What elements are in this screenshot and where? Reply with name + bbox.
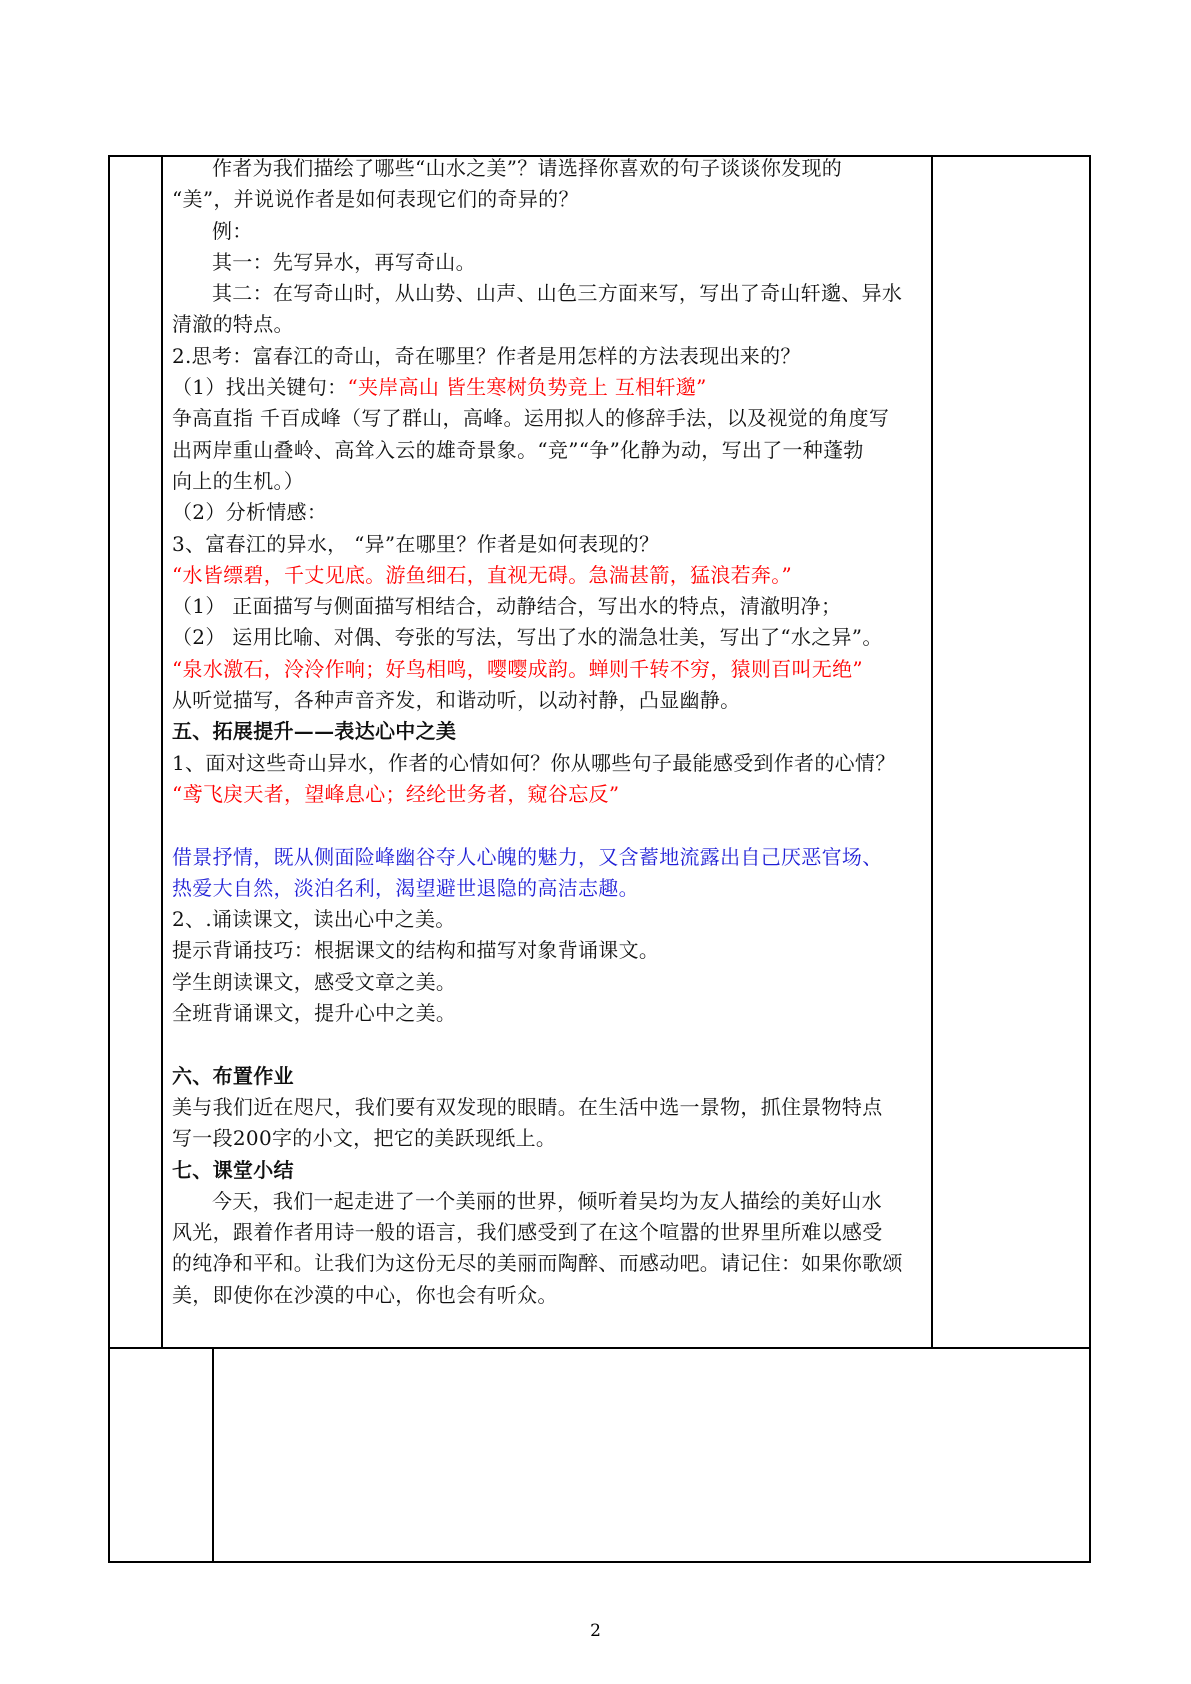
section-heading: 五、拓展提升——表达心中之美 (172, 719, 457, 744)
page-number: 2 (590, 1621, 601, 1641)
text-line: （2） 运用比喻、对偶、夸张的写法，写出了水的湍急壮美，写出了“水之异”。 (172, 625, 883, 650)
analysis-blue: 借景抒情，既从侧面险峰幽谷夺人心魄的魅力，又含蓄地流露出自己厌恶官场、 (172, 844, 883, 869)
section-heading: 六、布置作业 (172, 1063, 294, 1088)
text-line: 美，即使你在沙漠的中心，你也会有听众。 (172, 1282, 558, 1307)
text-line: 1、面对这些奇山异水，作者的心情如何？你从哪些句子最能感受到作者的心情？ (172, 750, 896, 775)
column-divider-1 (161, 155, 163, 1348)
analysis-blue: 热爱大自然，淡泊名利，渴望避世退隐的高洁志趣。 (172, 875, 639, 900)
text-line: 今天，我们一起走进了一个美丽的世界，倾听着吴均为友人描绘的美好山水 (212, 1188, 882, 1213)
text-line: 例： (212, 218, 253, 243)
text-line: （2）分析情感： (172, 500, 328, 525)
quote-red: “鸢飞戾天者，望峰息心；经纶世务者，窥谷忘反” (172, 781, 620, 806)
quote-red: “夹岸高山 皆生寒树负势竞上 互相轩邈” (347, 375, 707, 400)
text-line-label: （1）找出关键句： (172, 375, 348, 400)
column-divider-2 (931, 155, 933, 1348)
table-border-right (1089, 155, 1091, 1562)
text-line: 学生朗读课文，感受文章之美。 (172, 969, 457, 994)
section-heading: 七、课堂小结 (172, 1157, 294, 1182)
key-sentence-line (172, 372, 924, 403)
text-line: 风光，跟着作者用诗一般的语言，我们感受到了在这个喧嚣的世界里所难以感受 (172, 1220, 883, 1245)
lesson-content (172, 153, 924, 1333)
text-line: 作者为我们描绘了哪些“山水之美”？请选择你喜欢的句子谈谈你发现的 (212, 156, 843, 180)
text-line: 美与我们近在咫尺，我们要有双发现的眼睛。在生活中选一景物，抓住景物特点 (172, 1094, 883, 1119)
text-line: 2、.诵读课文，读出心中之美。 (172, 907, 456, 932)
table-border-left (108, 155, 110, 1562)
blank-line (172, 810, 924, 841)
text-line: 争高直指 千百成峰（写了群山，高峰。运用拟人的修辞手法，以及视觉的角度写 (172, 406, 890, 431)
text-line: 清澈的特点。 (172, 312, 294, 337)
column-divider-lower (212, 1347, 214, 1562)
text-line: 其二：在写奇山时，从山势、山声、山色三方面来写，写出了奇山轩邈、异水 (212, 281, 903, 306)
text-line: 出两岸重山叠岭、高耸入云的雄奇景象。“竞”“争”化静为动，写出了一种蓬勃 (172, 437, 864, 462)
text-line: （1） 正面描写与侧面描写相结合，动静结合，写出水的特点，清澈明净； (172, 594, 842, 619)
text-line: 3、富春江的异水， “异”在哪里？作者是如何表现的？ (172, 531, 660, 556)
text-line: 2.思考：富春江的奇山，奇在哪里？作者是用怎样的方法表现出来的？ (172, 343, 801, 368)
text-line: 其一：先写异水，再写奇山。 (212, 249, 476, 274)
text-line: 全班背诵课文，提升心中之美。 (172, 1001, 457, 1026)
text-line: 的纯净和平和。让我们为这份无尽的美丽而陶醉、而感动吧。请记住：如果你歌颂 (172, 1251, 903, 1276)
text-line: 提示背诵技巧：根据课文的结构和描写对象背诵课文。 (172, 938, 660, 963)
quote-red: “水皆缥碧，千丈见底。游鱼细石，直视无碍。急湍甚箭，猛浪若奔。” (172, 562, 793, 587)
text-line: 从听觉描写，各种声音齐发，和谐动听，以动衬静，凸显幽静。 (172, 688, 741, 713)
row-divider (108, 1347, 1091, 1349)
table-border-bottom (108, 1561, 1091, 1563)
text-line: 写一段200字的小文，把它的美跃现纸上。 (172, 1126, 557, 1151)
text-line: “美”，并说说作者是如何表现它们的奇异的？ (172, 187, 579, 212)
blank-line (172, 1029, 924, 1060)
text-line: 向上的生机。） (172, 468, 305, 493)
quote-red: “泉水激石，泠泠作响；好鸟相鸣，嘤嘤成韵。蝉则千转不穷，猿则百叫无绝” (172, 656, 863, 681)
